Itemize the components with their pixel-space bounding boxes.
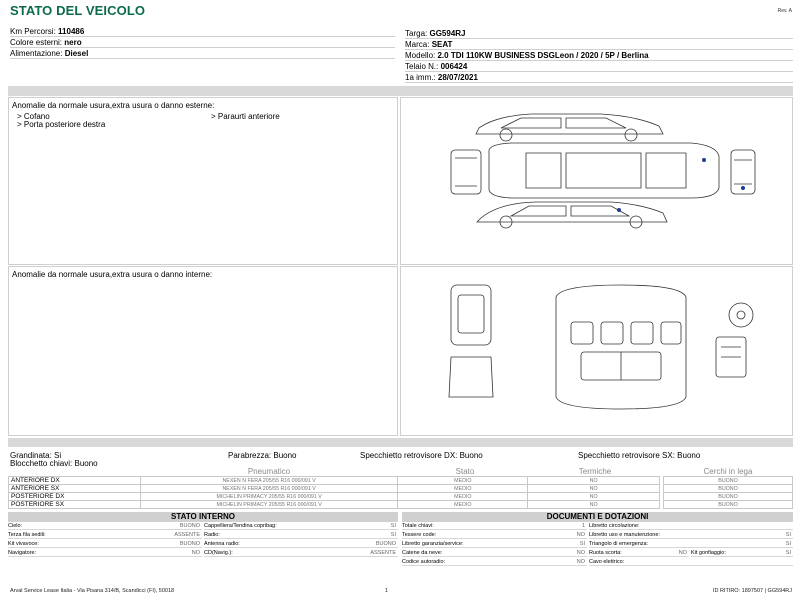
internal-diagram-panel	[400, 266, 793, 436]
damage-item-porta: > Porta posteriore destra	[17, 120, 106, 129]
info-marca: Marca: SEAT	[405, 39, 793, 50]
external-damage-title: Anomalie da normale usura,extra usura o danno esterne:	[12, 101, 215, 110]
tire-header-cerchi: Cerchi in lega	[703, 467, 753, 476]
cerchi-table	[663, 476, 793, 509]
tire-termiche: NO	[528, 477, 660, 485]
footer-page-number: 1	[385, 588, 389, 594]
info-telaio: Telaio N.: 006424	[405, 61, 793, 72]
tire-header-termiche: Termiche	[578, 467, 612, 476]
tire-pos: ANTERIORE DX	[9, 477, 141, 485]
separator-bar	[8, 86, 793, 96]
table-row	[9, 493, 660, 501]
table-row	[664, 485, 793, 493]
info-km: Km Percorsi: 110486	[10, 26, 395, 37]
cerchi-value: BUONO	[664, 493, 793, 501]
tire-stato: MEDIO	[398, 501, 528, 509]
cerchi-value: BUONO	[664, 485, 793, 493]
info-targa: Targa: GG594RJ	[405, 28, 793, 39]
tire-model: NEXEN N FERA 205/55 R16 000/091 V	[140, 485, 398, 493]
tire-termiche: NO	[528, 485, 660, 493]
interno-cielo: Cielo: BUONO	[8, 523, 200, 529]
footer-id: ID RITIRO: 1897507 | GG594RJ	[712, 588, 792, 594]
table-row	[664, 493, 793, 501]
doc-kit-gonfiaggio: Kit gonfiaggio: SI	[691, 550, 791, 556]
interno-kit-vivavoce: Kit vivavoce: BUONO	[8, 541, 200, 547]
doc-libretto-circolazione: Libretto circolazione:	[589, 522, 793, 530]
doc-ruota-scorta: Ruota scorta: NO	[589, 550, 687, 556]
internal-damage-panel	[8, 266, 398, 436]
footer-address: Arval Service Lease Italia - Via Pisana 314/B, Scandicci (FI), 50018	[10, 588, 175, 594]
tire-table	[8, 476, 660, 509]
doc-codice-autoradio: Codice autoradio: NO	[402, 559, 585, 565]
interno-radio: Radio: SI	[204, 532, 396, 538]
cerchi-value: BUONO	[664, 501, 793, 509]
exterior-car-diagram	[401, 98, 794, 266]
status-specchietto-dx: Specchietto retrovisore DX: Buono	[360, 451, 483, 460]
documenti-header: DOCUMENTI E DOTAZIONI	[402, 512, 793, 522]
interno-antenna: Antenna radio: BUONO	[204, 541, 396, 547]
info-alimentazione: Alimentazione: Diesel	[10, 48, 395, 59]
tire-header-pneumatico: Pneumatico	[247, 467, 291, 476]
tire-model: MICHELIN PRIMACY 205/55 R16 000/091 V	[140, 501, 398, 509]
tire-pos: POSTERIORE SX	[9, 501, 141, 509]
stato-interno-header: STATO INTERNO	[8, 512, 398, 522]
doc-libretto-garanzia: Libretto garanzia/service: SI	[402, 541, 585, 547]
info-immatricolazione: 1a imm.: 28/07/2021	[405, 72, 793, 83]
tire-model: MICHELIN PRIMACY 205/55 R16 000/091 V	[140, 493, 398, 501]
info-colore: Colore esterni: nero	[10, 37, 395, 48]
doc-catene: Catene da neve: NO	[402, 550, 585, 556]
tire-termiche: NO	[528, 501, 660, 509]
table-row	[9, 485, 660, 493]
status-specchietto-sx: Specchietto retrovisore SX: Buono	[578, 451, 701, 460]
doc-totale-chiavi: Totale chiavi: 1	[402, 523, 585, 529]
separator-bar-2	[8, 438, 793, 447]
doc-tessere-code: Tessere code: NO	[402, 532, 585, 538]
tire-termiche: NO	[528, 493, 660, 501]
tire-pos: ANTERIORE SX	[9, 485, 141, 493]
damage-item-paraurti: > Paraurti anteriore	[211, 112, 280, 121]
damage-item-cofano: > Cofano	[17, 112, 50, 121]
tire-pos: POSTERIORE DX	[9, 493, 141, 501]
interno-cappelliera: Cappelliera/Tendina copribag: SI	[204, 523, 396, 529]
table-row	[664, 477, 793, 485]
tire-model: NEXEN N FERA 205/55 R16 000/091 V	[140, 477, 398, 485]
table-row	[9, 501, 660, 509]
external-diagram-panel	[400, 97, 793, 265]
doc-triangolo: Triangolo di emergenza: SI	[589, 541, 791, 547]
doc-cavo-elettrico: Cavo elettrico:	[589, 558, 793, 566]
tire-header-stato: Stato	[455, 467, 475, 476]
internal-damage-title: Anomalie da normale usura,extra usura o danno interne:	[12, 270, 213, 279]
interno-cd: CD(Navig.): ASSENTE	[204, 550, 396, 556]
tire-stato: MEDIO	[398, 493, 528, 501]
interior-car-diagram	[401, 267, 794, 437]
interno-navigatore: Navigatore: NO	[8, 550, 200, 556]
status-parabrezza: Parabrezza: Buono	[228, 451, 297, 460]
status-blocchetto: Blocchetto chiavi: Buono	[10, 459, 98, 468]
page-title: STATO DEL VEICOLO	[10, 3, 146, 18]
doc-libretto-uso: Libretto uso e manutenzione: SI	[589, 532, 791, 538]
status-grandinata: Grandinata: Si	[10, 451, 62, 460]
table-row	[664, 501, 793, 509]
cerchi-value: BUONO	[664, 477, 793, 485]
tire-stato: MEDIO	[398, 485, 528, 493]
interno-terza-fila: Terza fila sedili: ASSENTE	[8, 532, 200, 538]
info-modello: Modello: 2.0 TDI 110KW BUSINESS DSGLeon / 2020 / 5P / Berlina	[405, 50, 793, 61]
revision-label: Rev. A	[777, 8, 792, 14]
table-row	[9, 477, 660, 485]
external-damage-panel	[8, 97, 398, 265]
tire-stato: MEDIO	[398, 477, 528, 485]
